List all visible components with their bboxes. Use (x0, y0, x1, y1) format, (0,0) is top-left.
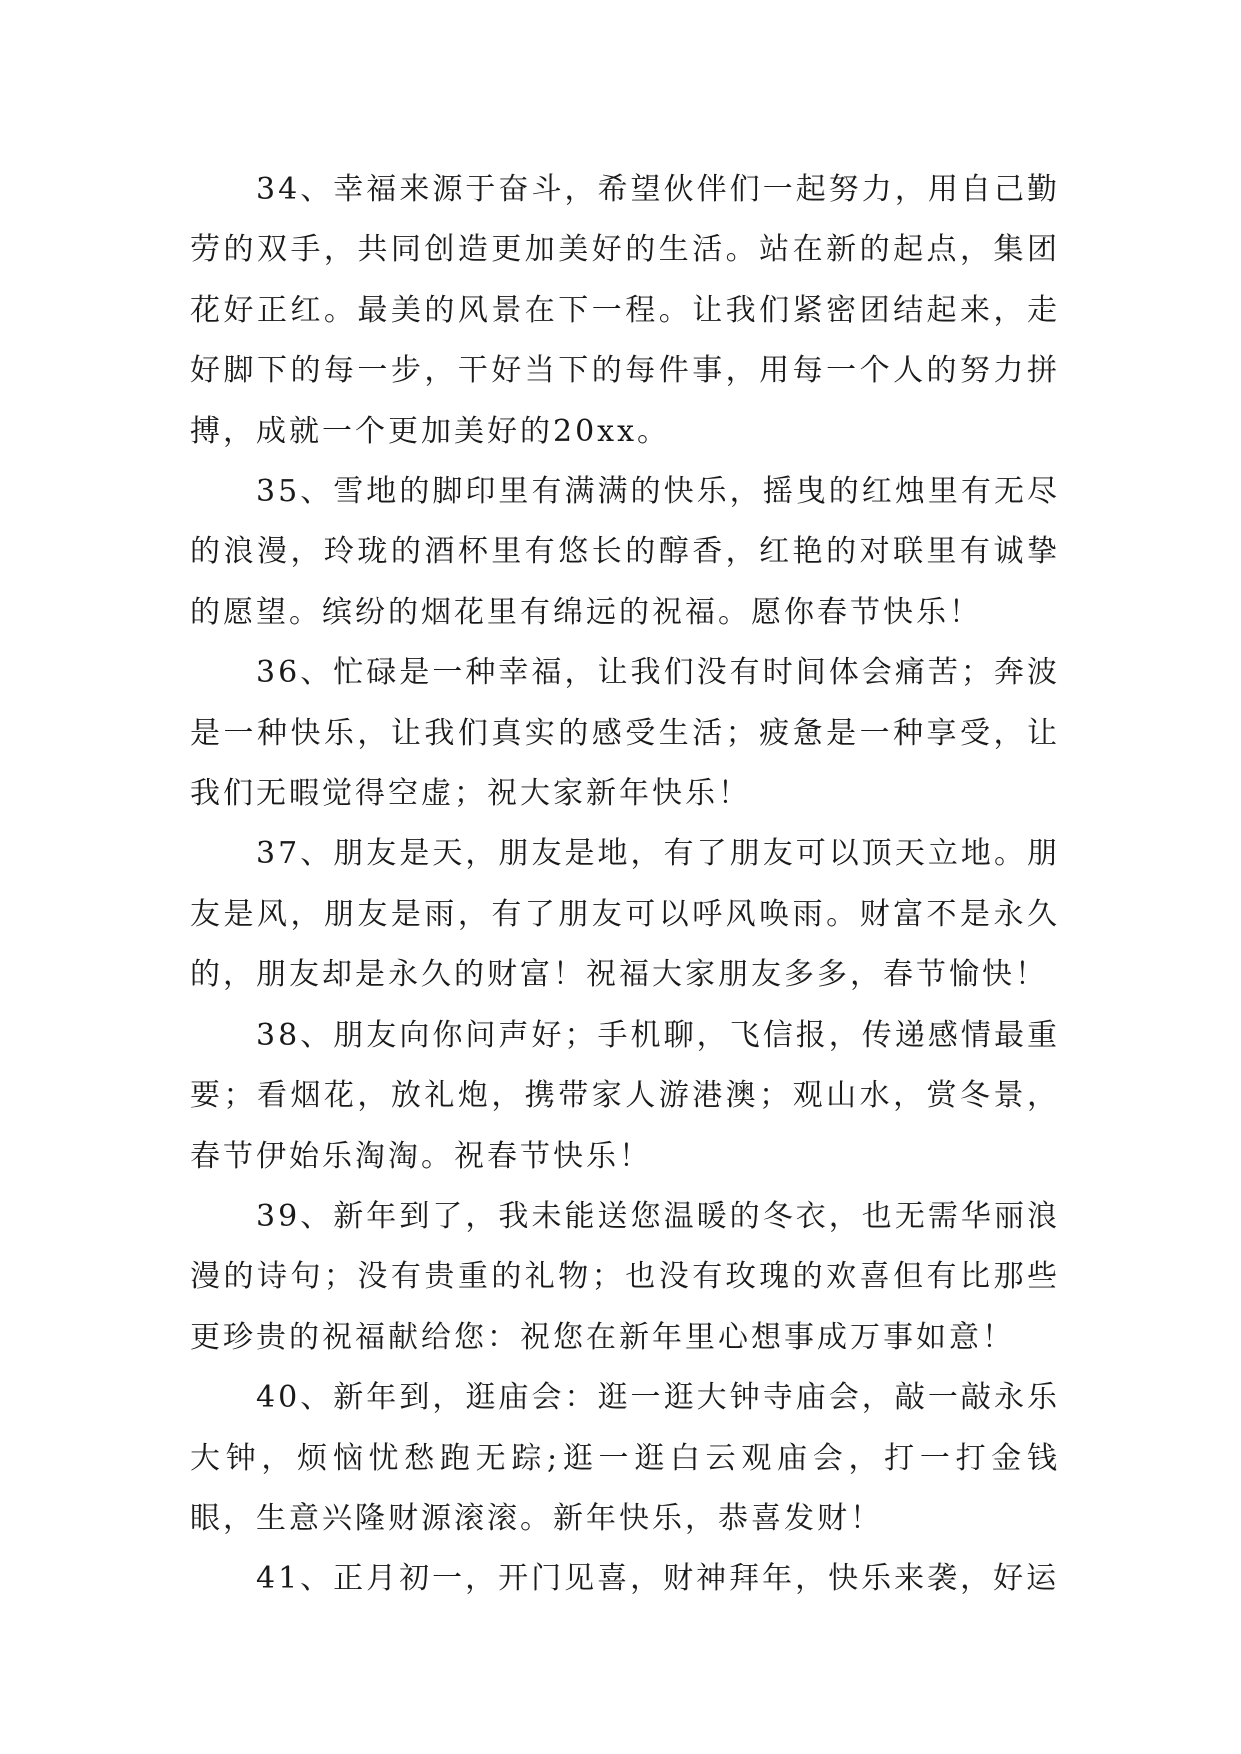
paragraph-34: 34、幸福来源于奋斗，希望伙伴们一起努力，用自己勤劳的双手，共同创造更加美好的生活。站在新的起点，集团花好正红。最美的风景在下一程。让我们紧密团结起来，走好脚下的每一步，干好当下的每件事，用每一个人的努力拼搏，成就一个更加美好的20xx。 (190, 172, 1060, 449)
paragraph-41: 41、正月初一，开门见喜，财神拜年，快乐来袭，好运 (256, 1561, 1060, 1597)
paragraph-40: 40、新年到，逛庙会：逛一逛大钟寺庙会，敲一敲永乐大钟，烦恼忧愁跑无踪;逛一逛白云观庙会，打一打金钱眼，生意兴隆财源滚滚。新年快乐，恭喜发财！ (190, 1380, 1060, 1536)
paragraph-35: 35、雪地的脚印里有满满的快乐，摇曳的红烛里有无尽的浪漫，玲珑的酒杯里有悠长的醇香，红艳的对联里有诚挚的愿望。缤纷的烟花里有绵远的祝福。愿你春节快乐！ (190, 474, 1060, 630)
paragraph-39: 39、新年到了，我未能送您温暖的冬衣，也无需华丽浪漫的诗句；没有贵重的礼物；也没有玫瑰的欢喜但有比那些更珍贵的祝福献给您：祝您在新年里心想事成万事如意！ (190, 1198, 1060, 1355)
paragraph-36: 36、忙碌是一种幸福，让我们没有时间体会痛苦；奔波是一种快乐，让我们真实的感受生活；疲惫是一种享受，让我们无暇觉得空虚；祝大家新年快乐！ (190, 655, 1060, 812)
paragraph-37: 37、朋友是天，朋友是地，有了朋友可以顶天立地。朋友是风，朋友是雨，有了朋友可以呼风唤雨。财富不是永久的，朋友却是永久的财富！祝福大家朋友多多，春节愉快！ (190, 836, 1060, 993)
paragraph-38: 38、朋友向你问声好；手机聊，飞信报，传递感情最重要；看烟花，放礼炮，携带家人游港澳；观山水，赏冬景，春节伊始乐淘淘。祝春节快乐！ (190, 1017, 1060, 1174)
document-body (190, 160, 1060, 1610)
